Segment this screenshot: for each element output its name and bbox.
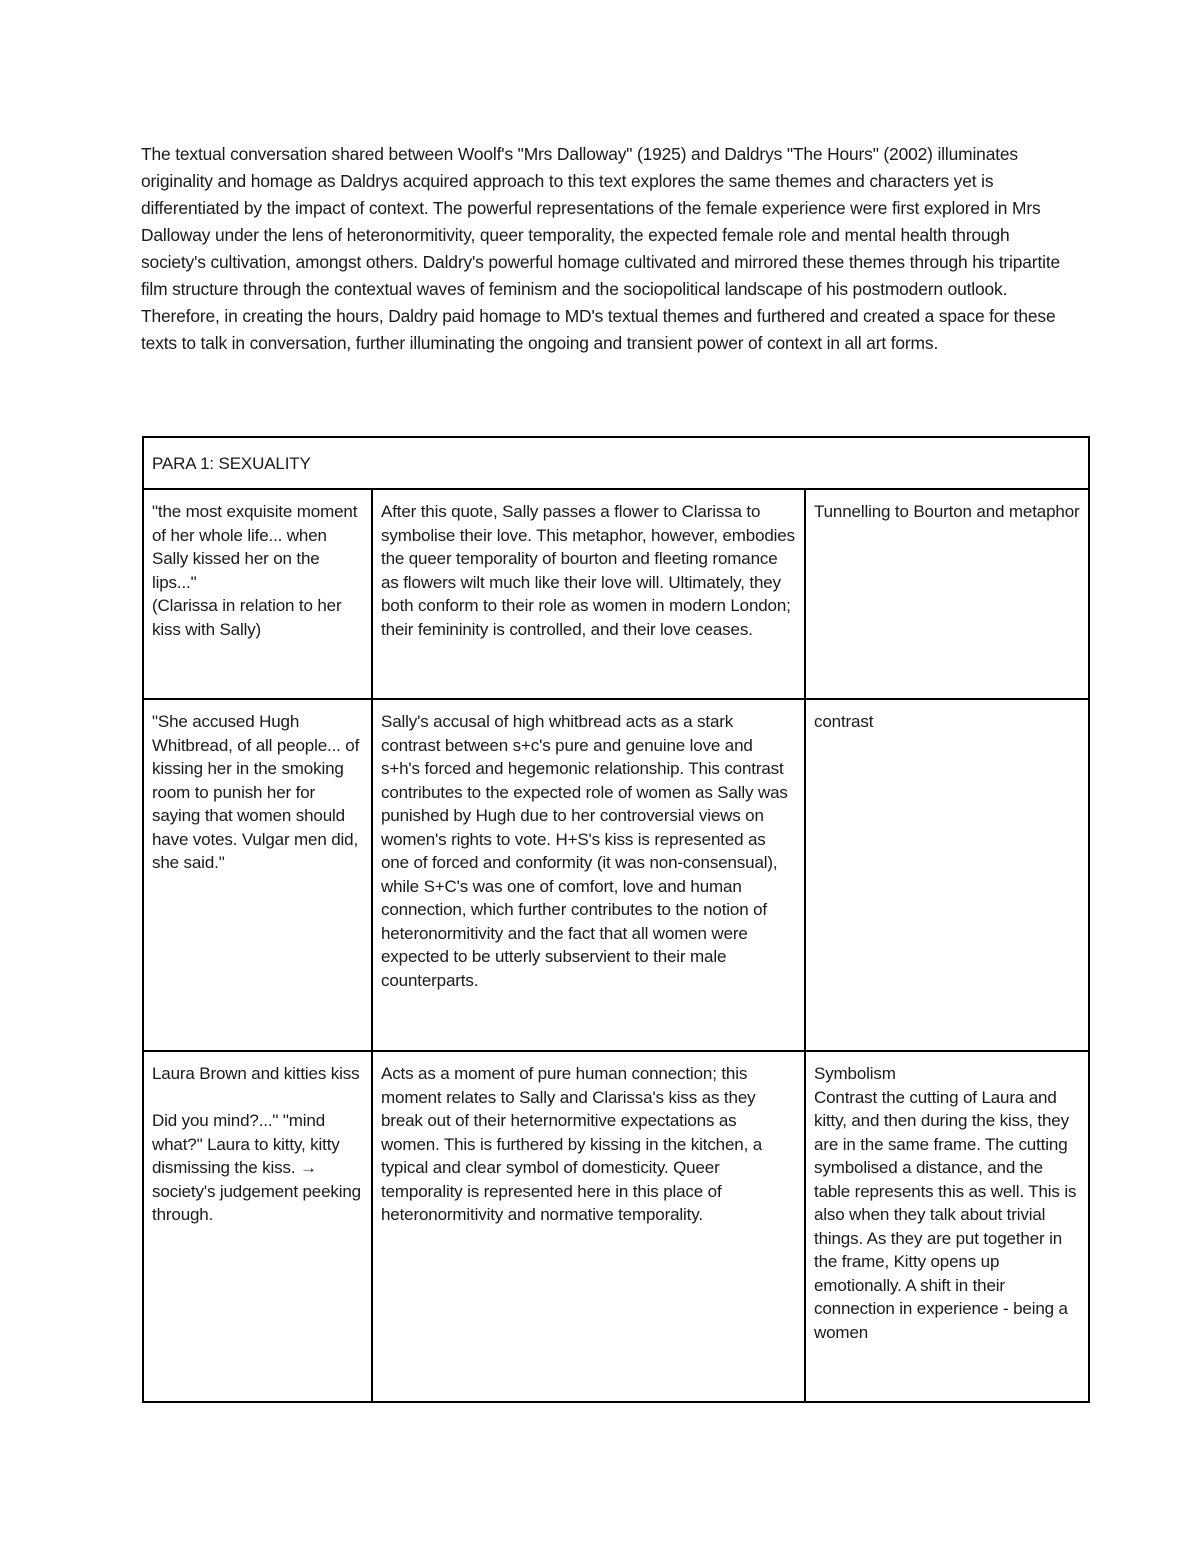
- analysis-cell: After this quote, Sally passes a flower to Clarissa to symbolise their love. This metaphor, however, embodies the queer temporality of bourton and fleeting romance as flowers wilt much like their love will. Ultimately, they both conform to their role as women in modern London; their femininity is controlled, and their love ceases.: [372, 489, 805, 699]
- analysis-cell: Acts as a moment of pure human connection; this moment relates to Sally and Clarissa's kiss as they break out of their heternormitive expectations as women. This is furthered by kissing in the kitchen, a typical and clear symbol of domesticity. Queer temporality is represented here in this place of heteronormitivity and normative temporality.: [372, 1051, 805, 1402]
- table-heading-row: [143, 437, 1089, 489]
- quote-cell: "the most exquisite moment of her whole life... when Sally kissed her on the lips..." (Clarissa in relation to her kiss with Sally): [143, 489, 372, 699]
- table-row: [143, 699, 1089, 1051]
- quote-cell: Laura Brown and kitties kiss Did you mind?..." "mind what?" Laura to kitty, kitty dismissing the kiss. → society's judgement peeking through.: [143, 1051, 372, 1402]
- technique-cell: contrast: [805, 699, 1089, 1051]
- intro-paragraph: The textual conversation shared between Woolf's "Mrs Dalloway" (1925) and Daldrys "The Hours" (2002) illuminates originality and homage as Daldrys acquired approach to this text explores the same themes and characters yet is differentiated by the impact of context. The powerful representations of the female experience were first explored in Mrs Dalloway under the lens of heteronormitivity, queer temporality, the expected female role and mental health through society's cultivation, amongst others. Daldry's powerful homage cultivated and mirrored these themes through his tripartite film structure through the contextual waves of feminism and the sociopolitical landscape of his postmodern outlook. Therefore, in creating the hours, Daldry paid homage to MD's textual themes and furthered and created a space for these texts to talk in conversation, further illuminating the ongoing and transient power of context in all art forms.: [141, 144, 1061, 353]
- table-heading: PARA 1: SEXUALITY: [143, 437, 1089, 489]
- table-row: [143, 1051, 1089, 1402]
- table-row: [143, 489, 1089, 699]
- analysis-cell: Sally's accusal of high whitbread acts as a stark contrast between s+c's pure and genuine love and s+h's forced and hegemonic relationship. This contrast contributes to the expected role of women as Sally was punished by Hugh due to her controversial views on women's rights to vote. H+S's kiss is represented as one of forced and conformity (it was non-consensual), while S+C's was one of comfort, love and human connection, which further contributes to the notion of heteronormitivity and the fact that all women were expected to be utterly subservient to their male counterparts.: [372, 699, 805, 1051]
- quote-cell: "She accused Hugh Whitbread, of all people... of kissing her in the smoking room to punish her for saying that women should have votes. Vulgar men did, she said.": [143, 699, 372, 1051]
- analysis-table: [142, 436, 1090, 1403]
- technique-cell: Symbolism Contrast the cutting of Laura and kitty, and then during the kiss, they are in the same frame. The cutting symbolised a distance, and the table represents this as well. This is also when they talk about trivial things. As they are put together in the frame, Kitty opens up emotionally. A shift in their connection in experience - being a women: [805, 1051, 1089, 1402]
- technique-cell: Tunnelling to Bourton and metaphor: [805, 489, 1089, 699]
